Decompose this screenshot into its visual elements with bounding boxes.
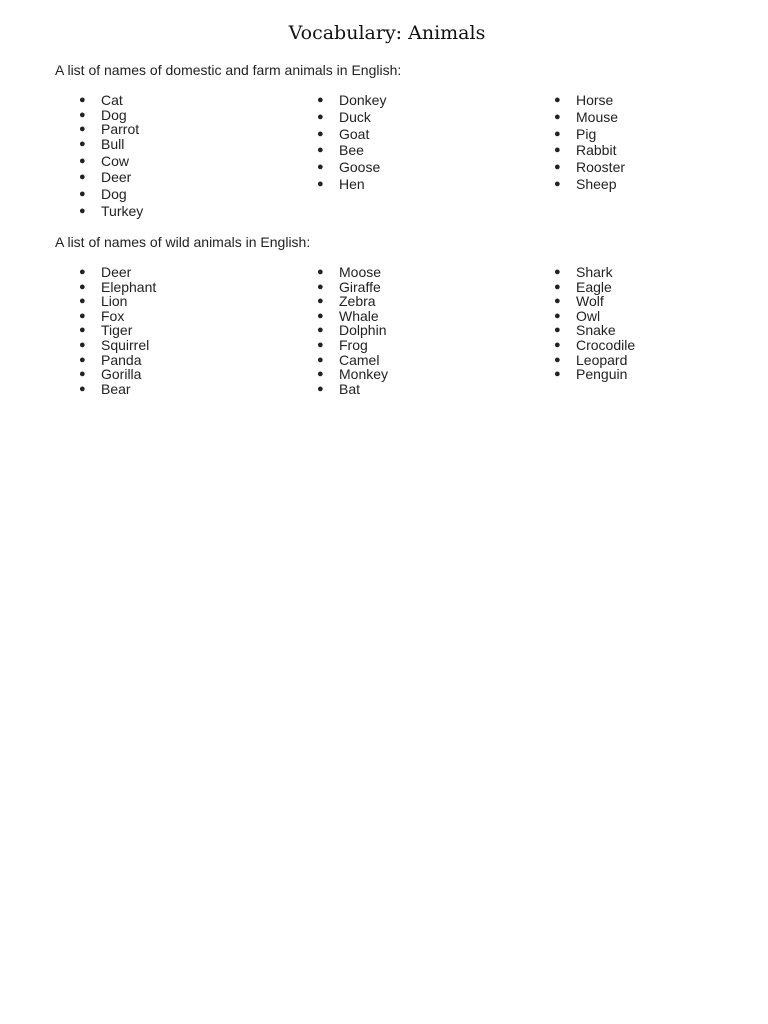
animal-name: Giraffe	[339, 278, 381, 295]
list-item	[554, 110, 625, 127]
bullet-icon: ●	[554, 353, 561, 366]
list-item	[317, 382, 388, 397]
bullet-icon: ●	[79, 188, 86, 201]
list-item	[79, 309, 156, 324]
list-item	[79, 137, 143, 154]
bullet-icon: ●	[317, 266, 324, 278]
bullet-icon: ●	[554, 161, 561, 174]
domestic-list-column-1	[79, 93, 143, 221]
animal-name: Panda	[101, 351, 142, 368]
list-item	[317, 127, 386, 144]
animal-name: Cow	[101, 152, 130, 169]
animal-name: Fox	[101, 307, 125, 324]
list-item	[317, 143, 386, 160]
list-item	[79, 353, 156, 368]
animal-name: Shark	[576, 264, 613, 280]
list-item	[79, 265, 156, 280]
list-item	[79, 367, 156, 382]
list-item	[554, 143, 625, 160]
bullet-icon: ●	[554, 110, 561, 123]
page-title: Vocabulary: Animals	[288, 22, 486, 44]
animal-name: Owl	[576, 307, 601, 324]
list-item	[79, 170, 143, 187]
animal-name: Donkey	[339, 92, 387, 108]
list-item	[317, 160, 386, 177]
animal-name: Eagle	[576, 278, 612, 295]
list-item	[317, 280, 388, 295]
list-item	[79, 122, 143, 137]
animal-name: Whale	[339, 307, 379, 324]
bullet-icon: ●	[317, 368, 324, 381]
animal-name: Bull	[101, 135, 125, 152]
bullet-icon: ●	[317, 161, 324, 174]
animal-name: Tiger	[101, 322, 133, 339]
animal-name: Rooster	[576, 159, 626, 176]
animal-name: Lion	[101, 293, 128, 310]
bullet-icon: ●	[554, 144, 561, 157]
animal-name: Rabbit	[576, 142, 617, 159]
bullet-icon: ●	[317, 295, 324, 308]
list-item	[554, 323, 635, 338]
animal-name: Duck	[339, 108, 371, 125]
list-item	[317, 110, 386, 127]
bullet-icon: ●	[79, 324, 86, 337]
list-item	[317, 93, 386, 110]
bullet-icon: ●	[317, 309, 324, 322]
list-item	[79, 280, 156, 295]
animal-name: Turkey	[101, 202, 144, 219]
domestic-list-column-3	[554, 93, 625, 194]
animal-name: Snake	[576, 322, 616, 339]
animal-name: Camel	[339, 351, 380, 368]
bullet-icon: ●	[317, 324, 324, 337]
domestic-intro: A list of names of domestic and farm animals in English:	[55, 62, 402, 78]
animal-name: Bee	[339, 142, 364, 159]
animal-name: Bat	[339, 380, 361, 397]
bullet-icon: ●	[317, 338, 324, 351]
animal-name: Dog	[101, 186, 127, 203]
bullet-icon: ●	[79, 94, 86, 106]
list-item	[554, 294, 635, 309]
animal-name: Elephant	[101, 278, 157, 295]
list-item	[554, 127, 625, 144]
animal-name: Gorilla	[101, 366, 142, 383]
list-item	[554, 280, 635, 295]
animal-name: Leopard	[576, 351, 628, 368]
list-item	[79, 294, 156, 309]
bullet-icon: ●	[317, 144, 324, 157]
domestic-list-column-2	[317, 93, 386, 194]
list-item	[79, 323, 156, 338]
list-item	[317, 353, 388, 368]
list-item	[317, 294, 388, 309]
animal-name: Bear	[101, 380, 131, 397]
wild-intro: A list of names of wild animals in English:	[55, 234, 311, 250]
list-item	[317, 265, 388, 280]
animal-name: Wolf	[576, 293, 604, 310]
wild-list-column-2	[317, 265, 388, 396]
animal-name: Cat	[101, 92, 123, 108]
list-item	[554, 93, 625, 110]
animal-name: Hen	[339, 175, 365, 192]
bullet-icon: ●	[554, 280, 561, 293]
bullet-icon: ●	[79, 382, 86, 395]
list-item	[554, 265, 635, 280]
list-item	[79, 338, 156, 353]
animal-name: Moose	[339, 264, 382, 280]
bullet-icon: ●	[554, 127, 561, 140]
animal-name: Dog	[101, 106, 127, 123]
wild-list-column-1	[79, 265, 156, 396]
bullet-icon: ●	[554, 368, 561, 381]
list-item	[79, 108, 143, 123]
animal-name: Goose	[339, 159, 381, 176]
bullet-icon: ●	[554, 177, 561, 190]
list-item	[317, 338, 388, 353]
list-item	[554, 338, 635, 353]
animal-name: Horse	[576, 92, 614, 108]
bullet-icon: ●	[79, 353, 86, 366]
animal-name: Pig	[576, 125, 597, 142]
bullet-icon: ●	[79, 338, 86, 351]
bullet-icon: ●	[79, 154, 86, 167]
bullet-icon: ●	[79, 204, 86, 217]
animal-name: Mouse	[576, 108, 619, 125]
bullet-icon: ●	[317, 382, 324, 395]
animal-name: Frog	[339, 336, 368, 353]
bullet-icon: ●	[79, 171, 86, 184]
bullet-icon: ●	[317, 110, 324, 123]
animal-name: Crocodile	[576, 336, 636, 353]
animal-name: Deer	[101, 169, 132, 186]
list-item	[554, 353, 635, 368]
list-item	[79, 93, 143, 108]
bullet-icon: ●	[79, 123, 86, 136]
bullet-icon: ●	[317, 127, 324, 140]
animal-name: Squirrel	[101, 336, 150, 353]
list-item	[554, 367, 635, 382]
animal-name: Deer	[101, 264, 132, 280]
animal-name: Sheep	[576, 175, 617, 192]
list-item	[554, 309, 635, 324]
list-item	[317, 367, 388, 382]
bullet-icon: ●	[79, 108, 86, 121]
bullet-icon: ●	[554, 94, 561, 106]
list-item	[554, 160, 625, 177]
list-item	[79, 382, 156, 397]
bullet-icon: ●	[554, 266, 561, 278]
bullet-icon: ●	[317, 177, 324, 190]
bullet-icon: ●	[317, 280, 324, 293]
bullet-icon: ●	[79, 309, 86, 322]
animal-name: Monkey	[339, 366, 389, 383]
bullet-icon: ●	[79, 295, 86, 308]
bullet-icon: ●	[317, 353, 324, 366]
bullet-icon: ●	[317, 94, 324, 106]
bullet-icon: ●	[79, 266, 86, 278]
list-item	[79, 187, 143, 204]
bullet-icon: ●	[554, 295, 561, 308]
animal-name: Zebra	[339, 293, 376, 310]
bullet-icon: ●	[554, 324, 561, 337]
animal-name: Penguin	[576, 366, 628, 383]
list-item	[79, 154, 143, 171]
list-item	[317, 309, 388, 324]
animal-name: Dolphin	[339, 322, 387, 339]
animal-name: Goat	[339, 125, 370, 142]
list-item	[554, 177, 625, 194]
animal-name: Parrot	[101, 121, 140, 138]
bullet-icon: ●	[79, 368, 86, 381]
bullet-icon: ●	[79, 137, 86, 150]
list-item	[79, 204, 143, 221]
bullet-icon: ●	[554, 309, 561, 322]
bullet-icon: ●	[79, 280, 86, 293]
list-item	[317, 177, 386, 194]
bullet-icon: ●	[554, 338, 561, 351]
list-item	[317, 323, 388, 338]
wild-list-column-3	[554, 265, 635, 382]
